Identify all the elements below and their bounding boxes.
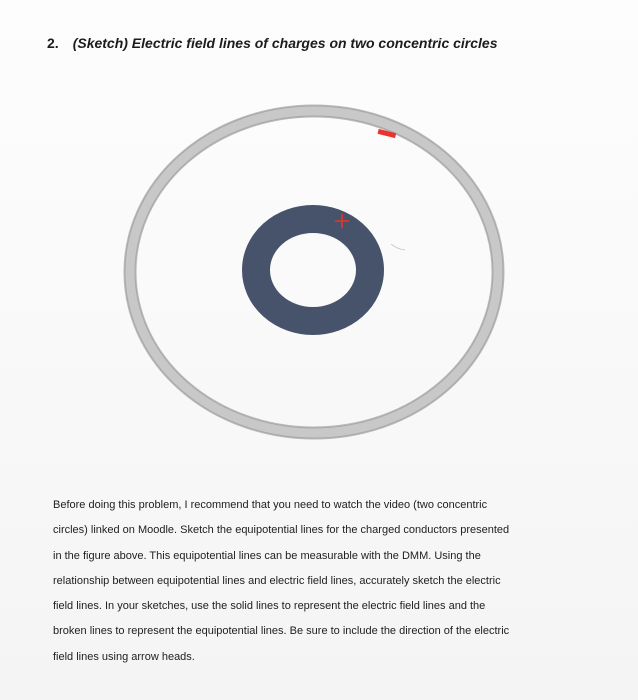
paragraph-line: circles) linked on Moodle. Sketch the equipotential lines for the charged conductors presented xyxy=(53,524,510,537)
outer-ring-inner-edge xyxy=(135,116,493,428)
pencil-mark xyxy=(391,244,405,250)
paragraph-line: field lines using arrow heads. xyxy=(53,650,195,663)
question-number: 2. xyxy=(47,35,59,51)
paragraph-line: field lines. In your sketches, use the solid lines to represent the electric field lines and the xyxy=(53,600,486,613)
inner-conductor-ring xyxy=(256,219,370,321)
instructions-paragraph xyxy=(53,493,593,670)
paragraph-line: broken lines to represent the equipotential lines. Be sure to include the direction of the electric xyxy=(53,625,510,638)
question-title: (Sketch) Electric field lines of charges on two concentric circles xyxy=(72,35,498,51)
paragraph-line: in the figure above. This equipotential lines can be measurable with the DMM. Using the xyxy=(53,549,481,562)
paragraph-line: Before doing this problem, I recommend that you need to watch the video (two concentric xyxy=(53,499,488,511)
outer-conductor-ring xyxy=(130,111,498,433)
paragraph-line: relationship between equipotential lines and electric field lines, accurately sketch the electric xyxy=(53,574,501,587)
